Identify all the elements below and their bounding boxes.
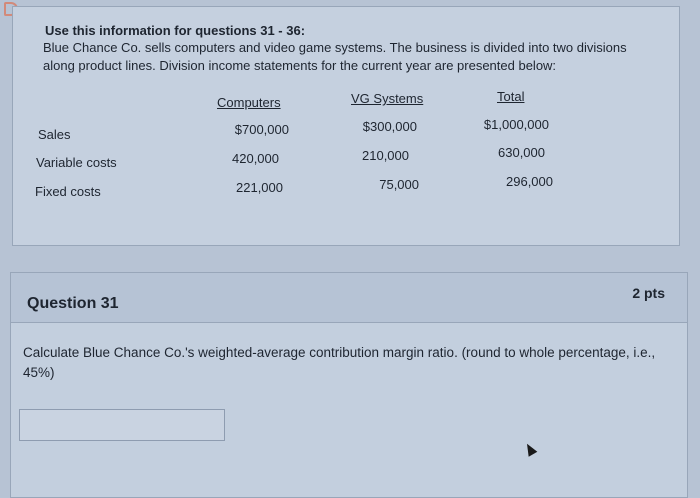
question-text: Calculate Blue Chance Co.'s weighted-average contribution margin ratio. (round to whole percentage, i.e., 45%): [23, 345, 656, 380]
question-header: [11, 273, 687, 323]
cell-variable-computers: 420,000: [232, 151, 279, 166]
row-label-variable-costs: Variable costs: [36, 155, 117, 170]
cell-variable-vg: 210,000: [362, 148, 409, 163]
info-panel: [12, 6, 680, 246]
cell-fixed-total: 296,000: [506, 174, 553, 189]
cell-sales-total: $1,000,000: [483, 117, 549, 132]
info-description: Blue Chance Co. sells computers and video game systems. The business is divided into two divisions along product lines. Division income statements for the current year are presented below:: [43, 40, 627, 73]
question-points: 2 pts: [632, 285, 665, 301]
row-label-fixed-costs: Fixed costs: [35, 184, 101, 199]
cell-fixed-vg: 75,000: [379, 177, 419, 192]
column-header-total: Total: [497, 89, 525, 104]
cell-sales-vg: $300,000: [362, 119, 417, 134]
cell-variable-total: 630,000: [498, 145, 545, 160]
cell-fixed-computers: 221,000: [236, 180, 283, 195]
row-label-sales: Sales: [38, 127, 71, 142]
cell-sales-computers: $700,000: [234, 122, 289, 137]
question-panel: [10, 272, 688, 498]
answer-input[interactable]: [19, 409, 225, 441]
question-title: Question 31: [27, 295, 119, 312]
info-heading: Use this information for questions 31 - 36:: [45, 23, 306, 38]
column-header-vg-systems: VG Systems: [351, 91, 424, 106]
column-header-computers: Computers: [217, 95, 281, 110]
